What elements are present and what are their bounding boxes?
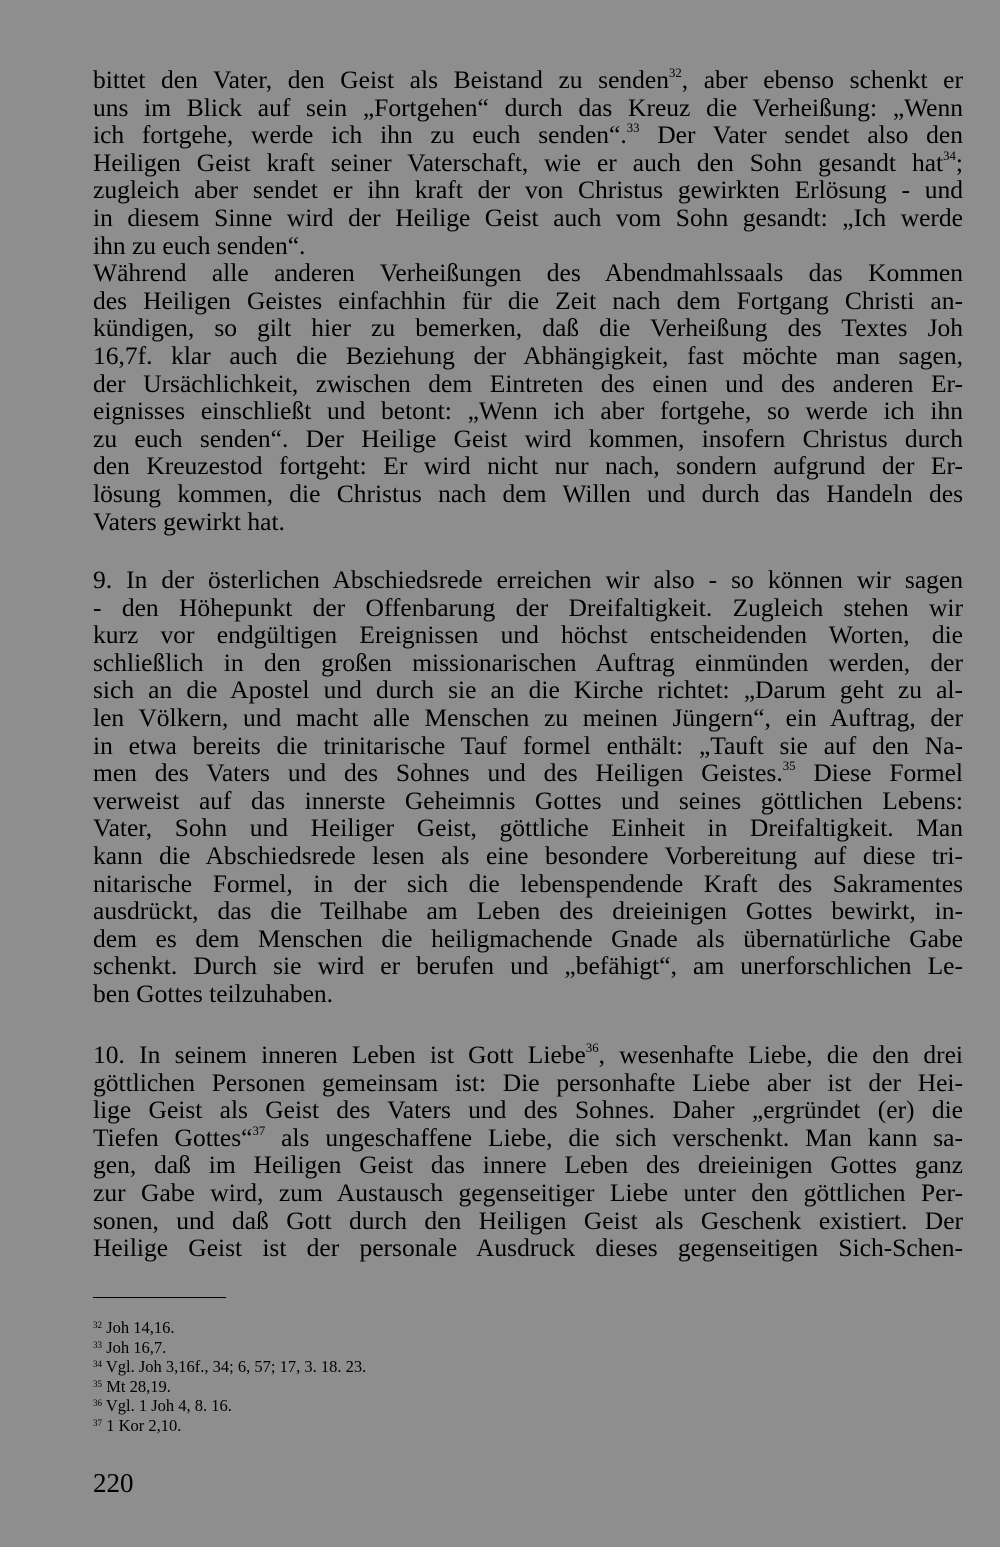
text-line xyxy=(93,676,963,704)
text-run: 9. In der österlichen Abschiedsrede erreichen wir also - so können wir sagen xyxy=(93,565,963,594)
text-line xyxy=(93,452,963,480)
text-run: göttlichen Personen gemeinsam ist: Die personhafte Liebe aber ist der Hei- xyxy=(93,1067,963,1097)
text-run: 16,7f. klar auch die Beziehung der Abhängigkeit, fast möchte man sagen, xyxy=(93,340,963,370)
paragraph-1 xyxy=(93,66,963,535)
text-run: Vaters gewirkt hat. xyxy=(93,506,285,536)
text-run: bittet den Vater, den Geist als Beistand zu senden xyxy=(93,65,669,94)
footnote-text: Vgl. 1 Joh 4, 8. 16. xyxy=(102,1396,232,1415)
text-line xyxy=(93,814,963,842)
text-line xyxy=(93,232,963,260)
footnote-number: 34 xyxy=(93,1359,103,1370)
text-run: , aber ebenso schenkt er xyxy=(681,65,963,94)
text-line xyxy=(93,870,963,898)
text-line xyxy=(93,732,963,760)
text-run: zu euch senden“. Der Heilige Geist wird kommen, insofern Christus durch xyxy=(93,423,963,453)
text-run: Vater, Sohn und Heiliger Geist, göttliche Einheit in Dreifaltigkeit. Man xyxy=(93,813,963,843)
footnote xyxy=(93,1318,366,1338)
footnote-number: 35 xyxy=(93,1378,103,1389)
text-line xyxy=(93,566,963,594)
footnote-reference: 32 xyxy=(668,66,682,81)
text-run: kündigen, so gilt hier zu bemerken, daß die Verheißung des Textes Joh xyxy=(93,313,963,343)
text-run: kann die Abschiedsrede lesen als eine besondere Vorbereitung auf diese tri- xyxy=(93,840,963,870)
text-run: Während alle anderen Verheißungen des Abendmahlssaals das Kommen xyxy=(93,258,963,288)
text-line xyxy=(93,121,963,149)
footnote-reference: 36 xyxy=(585,1041,599,1056)
footnote-text: Vgl. Joh 3,16f., 34; 6, 57; 17, 3. 18. 23. xyxy=(102,1357,367,1376)
text-run: lige Geist als Geist des Vaters und des Sohnes. Daher „ergründet (er) die xyxy=(93,1095,963,1125)
text-run: in diesem Sinne wird der Heilige Geist auch vom Sohn gesandt: „Ich werde xyxy=(93,202,963,232)
text-line xyxy=(93,704,963,732)
paragraph-10 xyxy=(93,1041,963,1262)
text-run: len Völkern, und macht alle Menschen zu meinen Jüngern“, ein Auftrag, der xyxy=(93,702,963,732)
text-line xyxy=(93,425,963,453)
text-run: Heilige Geist ist der personale Ausdruck dieses gegenseitigen Sich-Schen- xyxy=(93,1233,963,1263)
footnotes xyxy=(93,1318,366,1435)
footnote-reference: 33 xyxy=(626,121,640,136)
text-line xyxy=(93,759,963,787)
text-line xyxy=(93,370,963,398)
text-run: verweist auf das innerste Geheimnis Gottes und seines göttlichen Lebens: xyxy=(93,785,963,815)
text-line xyxy=(93,1234,963,1262)
text-line xyxy=(93,149,963,177)
footnote xyxy=(93,1396,366,1416)
text-line xyxy=(93,176,963,204)
text-run: Tiefen Gottes“ xyxy=(93,1122,253,1152)
text-run: Heiligen Geist kraft seiner Vaterschaft, wie er auch den Sohn gesandt hat xyxy=(93,147,944,177)
footnote-number: 37 xyxy=(93,1417,103,1428)
footnote xyxy=(93,1416,366,1436)
footnote-text: Joh 16,7. xyxy=(102,1337,167,1357)
text-run: men des Vaters und des Sohnes und des Heiligen Geistes. xyxy=(93,758,783,788)
text-run: , wesenhafte Liebe, die den drei xyxy=(598,1040,964,1069)
text-line xyxy=(93,952,963,980)
text-run: zur Gabe wird, zum Austausch gegenseitiger Liebe unter den göttlichen Per- xyxy=(93,1177,963,1207)
text-run: sich an die Apostel und durch sie an die Kirche richtet: „Darum geht zu al- xyxy=(93,675,963,705)
text-run: ben Gottes teilzuhaben. xyxy=(93,978,334,1008)
footnote xyxy=(93,1357,366,1377)
text-run: Diese Formel xyxy=(795,758,963,788)
text-line xyxy=(93,925,963,953)
text-run: ausdrückt, das die Teilhabe am Leben des dreieinigen Gottes bewirkt, in- xyxy=(93,896,963,926)
text-line xyxy=(93,1096,963,1124)
text-run: des Heiligen Geistes einfachhin für die Zeit nach dem Fortgang Christi an- xyxy=(93,285,963,315)
text-line xyxy=(93,621,963,649)
text-line xyxy=(93,1041,963,1069)
text-line xyxy=(93,314,963,342)
text-run: Der Vater sendet also den xyxy=(639,120,963,150)
text-line xyxy=(93,342,963,370)
text-line xyxy=(93,594,963,622)
text-run: lösung kommen, die Christus nach dem Willen und durch das Handeln des xyxy=(93,478,963,508)
text-run: in etwa bereits die trinitarische Tauf formel enthält: „Tauft sie auf den Na- xyxy=(93,730,963,760)
footnote-text: Mt 28,19. xyxy=(102,1376,171,1396)
text-run: ich fortgehe, werde ich ihn zu euch senden“. xyxy=(93,120,627,150)
text-run: zugleich aber sendet er ihn kraft der von Christus gewirkten Erlösung - und xyxy=(93,175,963,205)
text-line xyxy=(93,94,963,122)
footnote-number: 32 xyxy=(93,1320,103,1331)
text-line xyxy=(93,508,963,536)
text-line xyxy=(93,897,963,925)
text-line xyxy=(93,204,963,232)
text-run: der Ursächlichkeit, zwischen dem Eintreten des einen und des anderen Er- xyxy=(93,368,963,398)
text-run: uns im Blick auf sein „Fortgehen“ durch das Kreuz die Verheißung: „Wenn xyxy=(93,92,963,122)
text-run: schließlich in den großen missionarischen Auftrag einmünden werden, der xyxy=(93,647,963,677)
text-run: schenkt. Durch sie wird er berufen und „befähigt“, am unerforschlichen Le- xyxy=(93,951,963,981)
footnote-number: 36 xyxy=(93,1398,103,1409)
text-line xyxy=(93,1179,963,1207)
footnote-text: Joh 14,16. xyxy=(102,1318,175,1337)
footnote-text: 1 Kor 2,10. xyxy=(102,1415,182,1435)
text-run: als ungeschaffene Liebe, die sich verschenkt. Man kann sa- xyxy=(265,1122,963,1152)
text-run: 10. In seinem inneren Leben ist Gott Liebe xyxy=(93,1040,586,1069)
text-run: - den Höhepunkt der Offenbarung der Dreifaltigkeit. Zugleich stehen wir xyxy=(93,592,963,622)
text-line xyxy=(93,980,963,1008)
text-run: kurz vor endgültigen Ereignissen und höchst entscheidenden Worten, die xyxy=(93,620,963,650)
text-line xyxy=(93,787,963,815)
text-line xyxy=(93,1069,963,1097)
text-line xyxy=(93,397,963,425)
text-run: ; xyxy=(955,147,963,177)
text-run: eignisses einschließt und betont: „Wenn ich aber fortgehe, so werde ich ihn xyxy=(93,396,963,426)
text-run: nitarische Formel, in der sich die lebenspendende Kraft des Sakramentes xyxy=(93,868,963,898)
paragraph-9 xyxy=(93,566,963,1008)
text-line xyxy=(93,66,963,94)
text-run: sonen, und daß Gott durch den Heiligen Geist als Geschenk existiert. Der xyxy=(93,1205,963,1235)
text-line xyxy=(93,842,963,870)
footnote-reference: 35 xyxy=(782,759,796,774)
text-line xyxy=(93,1124,963,1152)
text-line xyxy=(93,480,963,508)
footnote-separator xyxy=(93,1297,226,1298)
text-run: gen, daß im Heiligen Geist das innere Leben des dreieinigen Gottes ganz xyxy=(93,1150,963,1180)
text-run: den Kreuzestod fortgeht: Er wird nicht nur nach, sondern aufgrund der Er- xyxy=(93,451,963,481)
footnote-reference: 34 xyxy=(943,148,956,163)
footnote xyxy=(93,1377,366,1397)
text-run: dem es dem Menschen die heiligmachende Gnade als übernatürliche Gabe xyxy=(93,923,963,953)
text-line xyxy=(93,1151,963,1179)
text-line xyxy=(93,649,963,677)
footnote xyxy=(93,1338,366,1358)
page-number: 220 xyxy=(93,1468,134,1498)
text-line xyxy=(93,1207,963,1235)
text-run: ihn zu euch senden“. xyxy=(93,230,306,260)
text-line xyxy=(93,259,963,287)
footnote-number: 33 xyxy=(93,1339,103,1350)
footnote-reference: 37 xyxy=(252,1123,266,1138)
text-line xyxy=(93,287,963,315)
